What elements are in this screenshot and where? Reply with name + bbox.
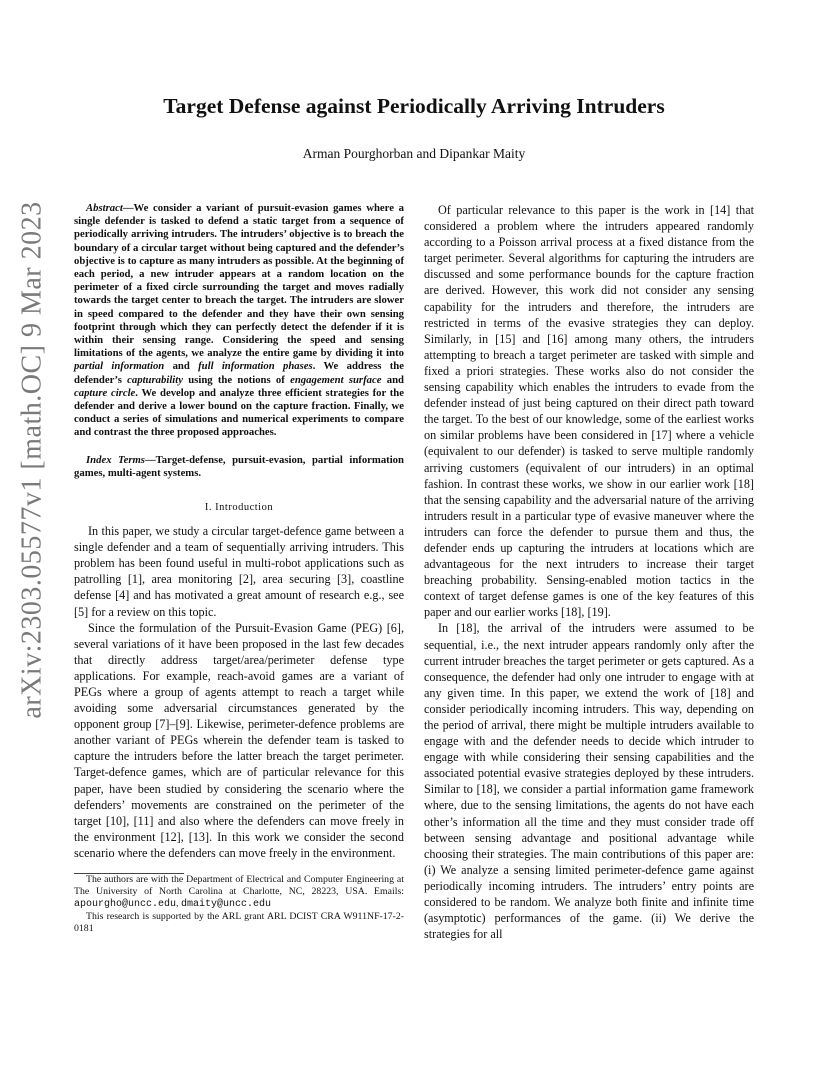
arxiv-identifier: arXiv:2303.05577v1 [math.OC] 9 Mar 2023 <box>17 201 48 719</box>
abstract-text: using the notions of <box>182 373 291 386</box>
abstract-text: and <box>381 373 404 386</box>
index-terms <box>74 454 404 480</box>
left-column <box>74 202 404 935</box>
abstract-emphasis: full information phases <box>198 360 313 373</box>
right-column <box>424 202 754 942</box>
abstract-text: . We develop and analyze three efficient strategies for the defender and derive a lower bound on the capture fraction. Finally, we conduct a series of simulations and numerical experiments to compare and contrast the three proposed approaches. <box>74 386 404 439</box>
abstract <box>74 202 404 440</box>
abstract-emphasis: engagement surface <box>290 373 382 386</box>
intro-paragraph: Since the formulation of the Pursuit-Evasion Game (PEG) [6], several variations of it have been proposed in the last few decades that directly address target/area/perimeter defense type applications. For example, reach-avoid games are a variant of PEGs where a group of agents attempt to reach a target while avoiding some adversarial circumstances generated by the opponent group [7]–[9]. Likewise, perimeter-defence problems are another variant of PEGs wherein the defender team is tasked to capture the intruders before the latter breach the target perimeter. Target-defence games, which are of particular relevance for this paper, have been studied by considering the scenario where the defenders’ movements are constrained on the perimeter of the target [10], [11] and also where the defenders can move freely in the environment [12], [13]. In this work we consider the second scenario where the defenders can move freely in the environment. <box>74 620 404 860</box>
footnote-text: The authors are with the Department of Electrical and Computer Engineering at The University of North Carolina at Charlotte, NC, 28223, USA. Emails: <box>74 874 404 898</box>
footnote-funding: This research is supported by the ARL grant ARL DCIST CRA W911NF-17-2-0181 <box>74 911 404 935</box>
abstract-text: and <box>164 360 199 373</box>
abstract-text: We consider a variant of pursuit-evasion games where a single defender is tasked to defend a static target from a sequence of periodically arriving intruders. The intruders’ objective is to breach the boundary of a circular target without being captured and the defender’s objective is to capture as many intruders as possible. At the beginning of each period, a new intruder appears at a random location on the perimeter of a fixed circle surrounding the target and moves radially towards the target center to breach the target. The intruders are slower in speed compared to the defender and they have their own sensing footprint through which they can perfectly detect the defender if it is within their sensing range. Considering the speed and sensing limitations of the agents, we analyze the entire game by dividing it into <box>74 202 404 360</box>
index-terms-dash: — <box>144 453 156 466</box>
section-heading: I. Introduction <box>204 502 274 514</box>
paper-authors: Arman Pourghorban and Dipankar Maity <box>302 146 526 161</box>
abstract-label: Abstract <box>86 202 123 214</box>
footnote-affiliation <box>74 874 404 911</box>
abstract-dash: — <box>122 202 134 214</box>
arxiv-sidebar <box>8 201 58 719</box>
paper-title: Target Defense against Periodically Arriving Intruders <box>163 94 665 118</box>
index-terms-text: Target-defense, pursuit-evasion, partial information games, multi-agent systems. <box>74 453 404 479</box>
abstract-emphasis: partial information <box>74 360 165 373</box>
intro-paragraph: In this paper, we study a circular target-defence game between a single defender and a team of sequentially arriving intruders. This problem has been found useful in multi-robot applications such as patrolling [1], area monitoring [2], area securing [3], coastline defense [4] and has motivated a great amount of research e.g., see [5] for a review on this topic. <box>74 524 404 619</box>
body-paragraph: Of particular relevance to this paper is the work in [14] that considered a problem where the intruders appeared randomly according to a Poisson arrival process at a fixed distance from the target perimeter. Several algorithms for capturing the intruders are discussed and some performance bounds for the capture fraction are derived. However, this work did not consider any sensing capability for the intruders and therefore, the intruders are restricted in terms of the evasive strategies they can deploy. Similarly, in [15] and [16] among many others, the intruders attempting to breach a target perimeter are tasked with simple and fixed a priori strategies. These works also do not consider the sensing capability which enables the intruders to evade from the defender instead of just being captured on their direct path toward the target. To the best of our knowledge, some of the earliest works on similar problems have been considered in [17] where a vehicle (equivalent to our defender) is tasked to serve multiple randomly arriving customers (equivalent of our intruders) in an optimal fashion. In contrast these works, we show in our earlier work [18] that the sensing capability and the adversarial nature of the arriving intruders result in a particular type of evasive maneuver where the intruders can force the defender to pursue them and thus, the defender ends up capturing the intruders at locations which are advantageous for the next intruders to increase their target breaching probability. Sensing-enabled motion tactics in the context of target defense games is one of the key features of this paper and our earlier works [18], [19]. <box>424 203 754 620</box>
footnote-separator: , <box>176 898 181 910</box>
abstract-emphasis: capturability <box>127 373 183 386</box>
index-terms-label: Index Terms <box>86 453 145 466</box>
email-address: apourgho@uncc.edu <box>74 899 177 911</box>
abstract-text: . We address the defender’s <box>74 360 404 386</box>
email-address: dmaity@uncc.edu <box>180 899 271 911</box>
body-paragraph: In [18], the arrival of the intruders were assumed to be sequential, i.e., the next intruder appears randomly only after the current intruder breaches the target perimeter or gets captured. As a consequence, the defender had only one intruder to engage with at any given time. In this paper, we extend the work of [18] and consider periodically incoming intruders. This way, depending on the period of arrival, there might be multiple intruders available to engage with and the defender needs to decide which intruder to engage with while considering their sensing capabilities and the associated potential evasive strategies deployed by these intruders. Similar to [18], we consider a partial information game framework where, due to the sensing limitations, the agents do not have each other’s information all the time and they must consider trade off between sensing advantage and positional advantage while choosing their strategies. The main contributions of this paper are: (i) We analyze a sensing limited perimeter-defence game against periodically incoming intruders. The intruders’ entry points are considered to be random. We analyze both finite and infinite time (asymptotic) performances of the game. (ii) We derive the strategies for all <box>424 621 754 942</box>
abstract-emphasis: capture circle <box>74 386 136 399</box>
